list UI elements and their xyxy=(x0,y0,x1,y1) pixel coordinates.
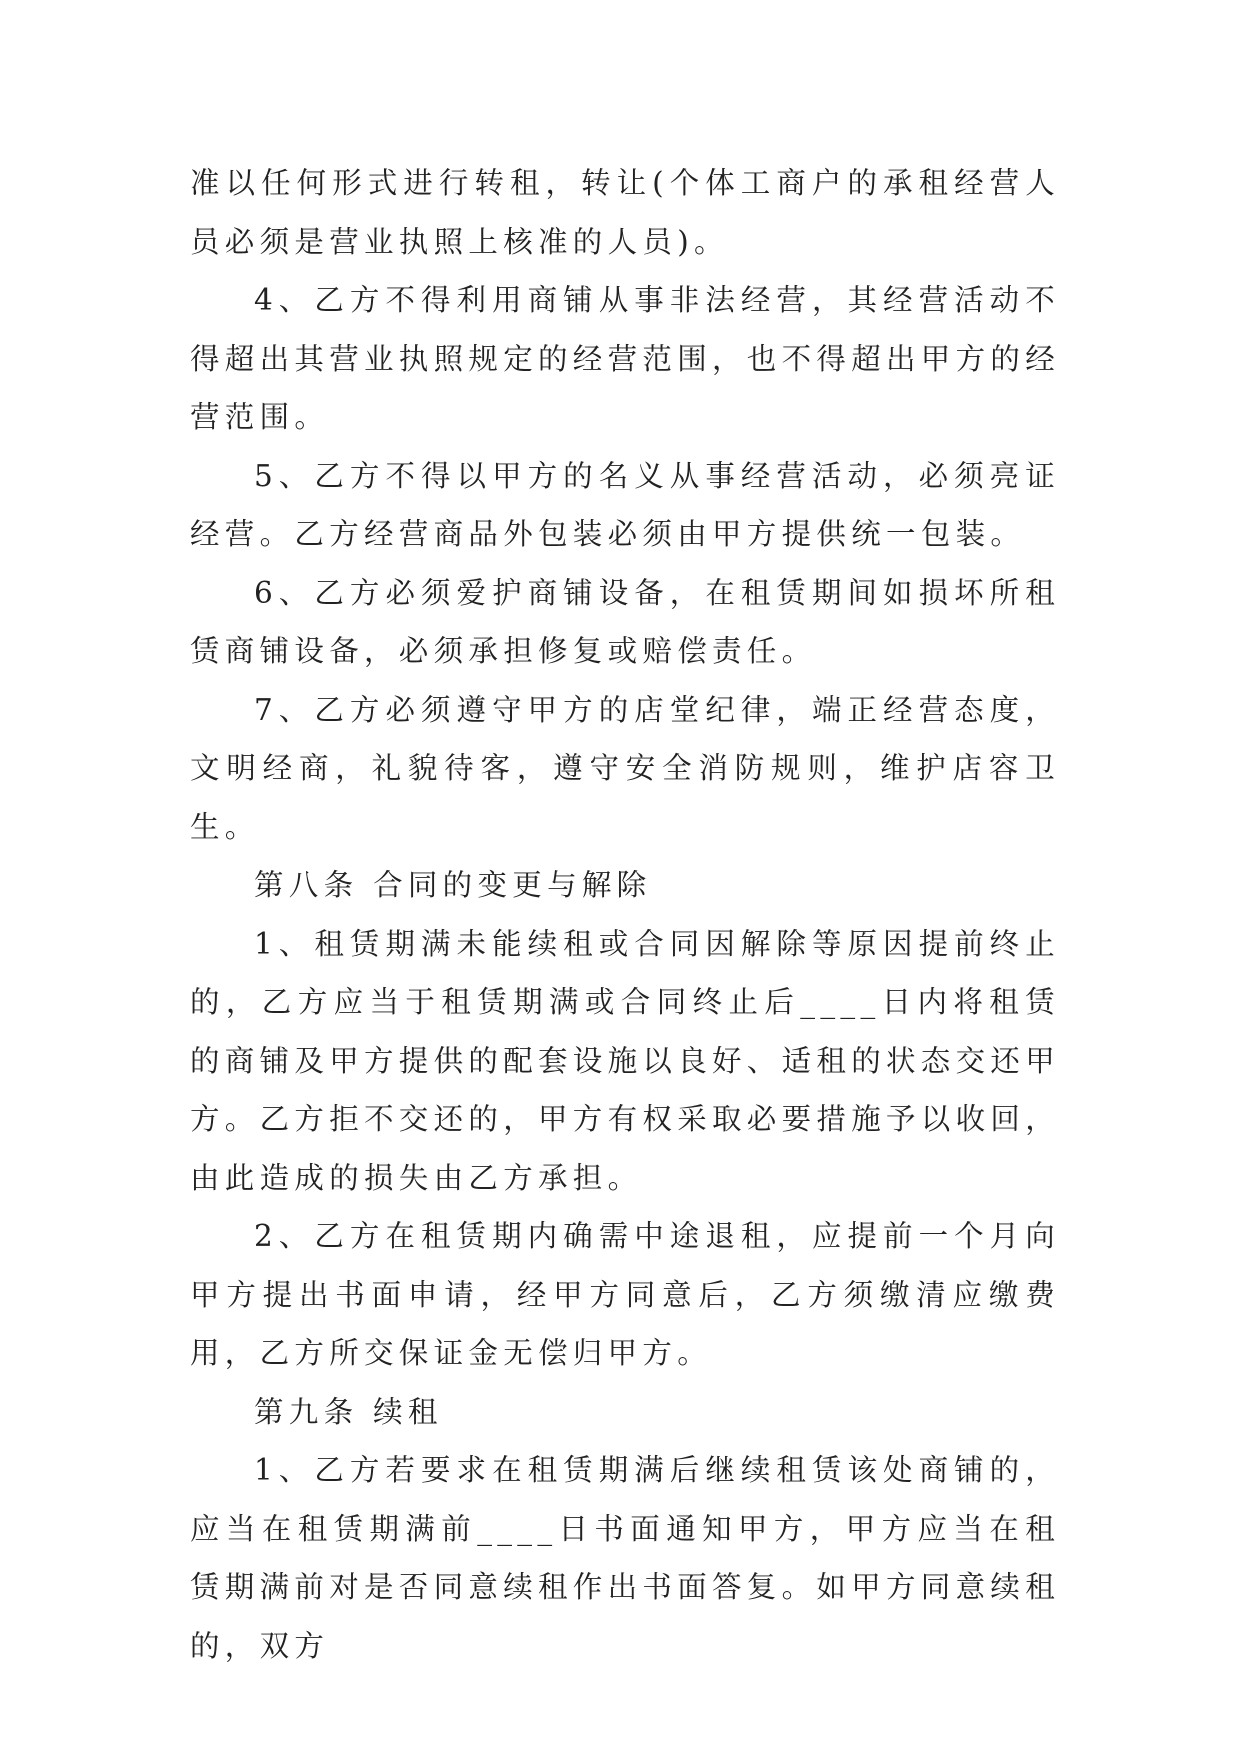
paragraph-sublease-clause: 准以任何形式进行转租，转让(个体工商户的承租经营人员必须是营业执照上核准的人员)。 xyxy=(190,166,1060,259)
paragraph-article-8-item-2: 2、乙方在租赁期内确需中途退租，应提前一个月向甲方提出书面申请，经甲方同意后，乙方须缴清应缴费用，乙方所交保证金无偿归甲方。 xyxy=(190,1219,1060,1370)
paragraph-item-6-equipment-care: 6、乙方必须爱护商铺设备，在租赁期间如损坏所租赁商铺设备，必须承担修复或赔偿责任。 xyxy=(190,575,1060,668)
section-heading-article-9: 第九条 续租 xyxy=(254,1394,443,1429)
paragraph-item-5-name-usage: 5、乙方不得以甲方的名义从事经营活动，必须亮证经营。乙方经营商品外包装必须由甲方提供统一包装。 xyxy=(190,458,1060,551)
paragraph-article-9-item-1: 1、乙方若要求在租赁期满后继续租赁该处商铺的，应当在租赁期满前____日书面通知甲方，甲方应当在租赁期满前对是否同意续租作出书面答复。如甲方同意续租的，双方 xyxy=(190,1453,1061,1663)
section-heading-article-8: 第八条 合同的变更与解除 xyxy=(254,868,652,902)
paragraph-article-8-item-1: 1、租赁期满未能续租或合同因解除等原因提前终止的，乙方应当于租赁期满或合同终止后____日内将租赁的商铺及甲方提供的配套设施以良好、适租的状态交还甲方。乙方拒不交还的，甲方有权采取必要措施予以收回，由此造成的损失由乙方承担。 xyxy=(190,926,1061,1195)
paragraph-item-4-illegal-operation: 4、乙方不得利用商铺从事非法经营，其经营活动不得超出其营业执照规定的经营范围，也不得超出甲方的经营范围。 xyxy=(190,283,1061,434)
paragraph-item-7-store-discipline: 7、乙方必须遵守甲方的店堂纪律，端正经营态度，文明经商，礼貌待客，遵守安全消防规则，维护店容卫生。 xyxy=(190,692,1060,844)
document-body xyxy=(190,154,1060,1675)
